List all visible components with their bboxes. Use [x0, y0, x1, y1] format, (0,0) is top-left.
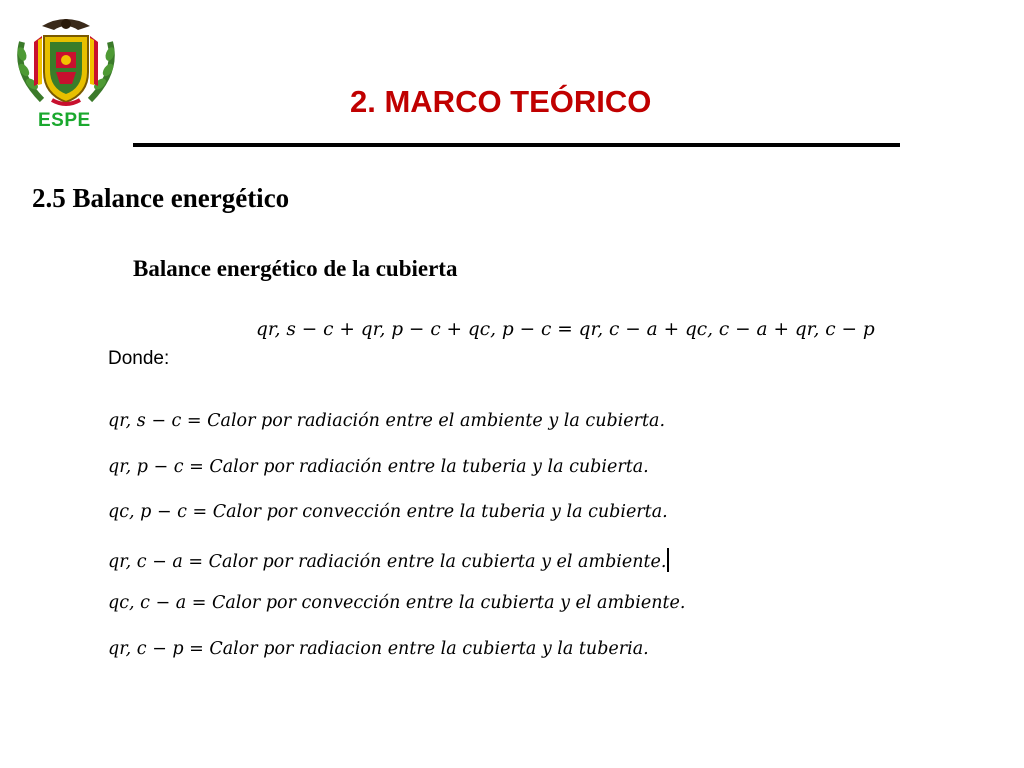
- sub-heading: Balance energético de la cubierta: [133, 256, 458, 281]
- definition-text: qr, c − p = Calor por radiacion entre la cubierta y la tuberia.: [108, 638, 649, 659]
- definition-text: qr, s − c = Calor por radiación entre el ambiente y la cubierta.: [108, 411, 666, 431]
- page-title: 2. MARCO TEÓRICO: [350, 84, 652, 119]
- definitions-list: [108, 411, 685, 684]
- definition-item: [108, 639, 685, 685]
- definition-item: [108, 502, 685, 548]
- title-divider: [133, 143, 900, 147]
- definition-text: qr, p − c = Calor por radiación entre la tuberia y la cubierta.: [108, 456, 649, 477]
- crest-icon: [12, 12, 120, 112]
- logo-text: ESPE: [38, 110, 91, 131]
- text-cursor: [667, 548, 669, 572]
- where-label: Donde:: [108, 348, 170, 369]
- definition-item: [108, 411, 685, 457]
- definition-item: [108, 548, 685, 594]
- espe-logo: [12, 12, 120, 132]
- definition-text: qc, c − a = Calor por convección entre la cubierta y el ambiente.: [108, 593, 686, 613]
- definition-text: qc, p − c = Calor por convección entre la tuberia y la cubierta.: [108, 502, 668, 522]
- definition-item: [108, 593, 685, 639]
- definition-text: qr, c − a = Calor por radiación entre la cubierta y el ambiente.: [108, 551, 667, 572]
- energy-balance-equation: qr, s − c + qr, p − c + qc, p − c = qr, c − a + qc, c − a + qr, c − p: [256, 319, 875, 340]
- section-heading: 2.5 Balance energético: [32, 183, 290, 213]
- definition-item: [108, 457, 685, 503]
